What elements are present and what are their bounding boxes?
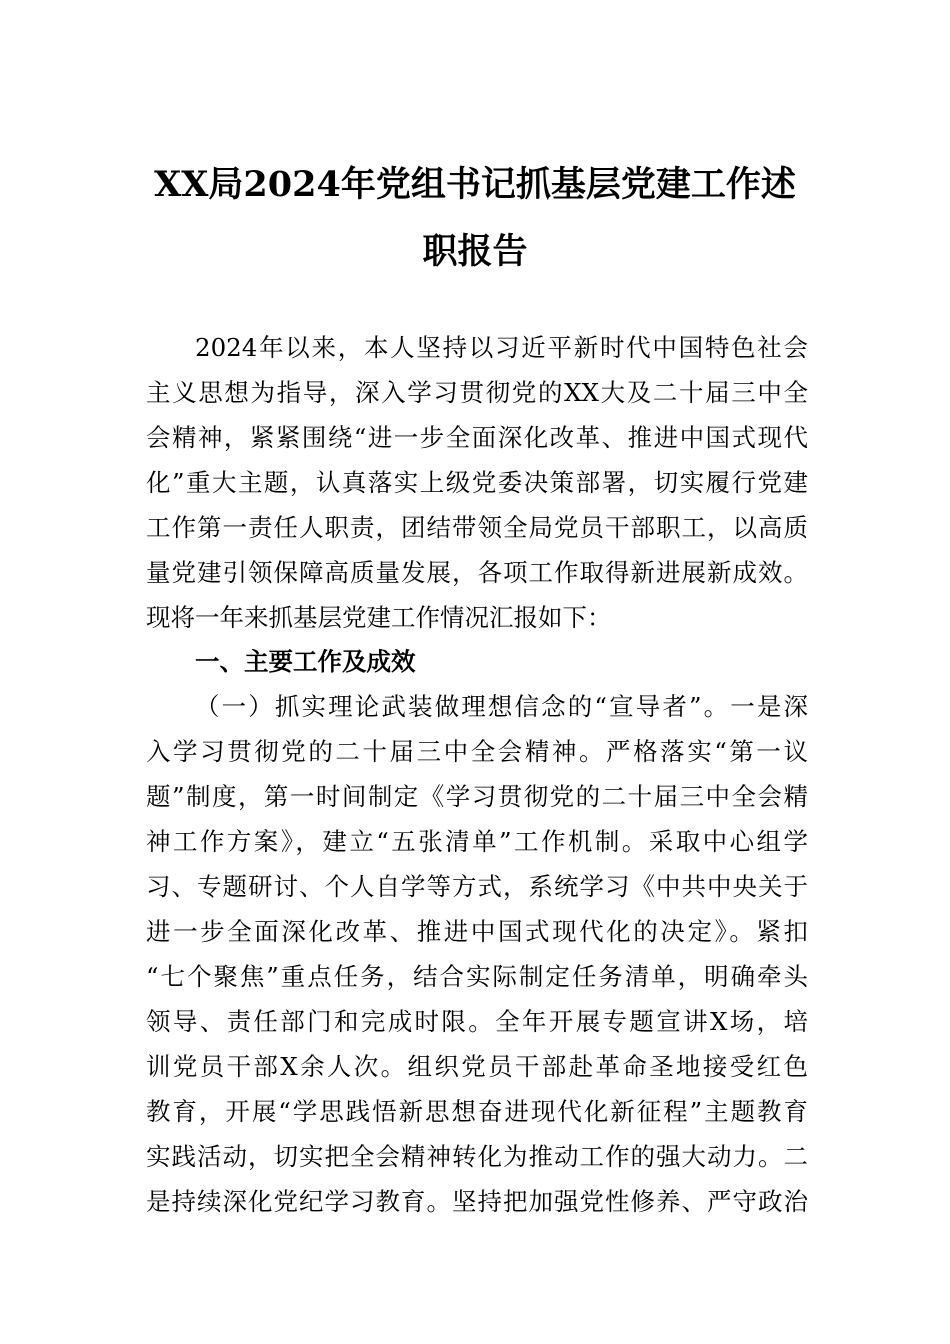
section-line: “七个聚焦”重点任务，结合实际制定任务清单，明确牵头: [146, 962, 808, 991]
document-title-line-2: 职报告: [422, 231, 528, 272]
section-line: 进一步全面深化改革、推进中国式现代化的决定》。紧扣: [146, 917, 808, 946]
section-line: 题”制度，第一时间制定《学习贯彻党的二十届三中全会精: [146, 782, 808, 811]
section-line: 教育，开展“学思践悟新思想奋进现代化新征程”主题教育: [146, 1097, 808, 1126]
intro-line: 现将一年来抓基层党建工作情况汇报如下：: [146, 603, 612, 632]
section-line: 训党员干部X余人次。组织党员干部赴革命圣地接受红色: [146, 1052, 808, 1081]
section-line: 神工作方案》，建立“五张清单”工作机制。采取中心组学: [146, 827, 808, 856]
intro-line: 2024年以来，本人坚持以习近平新时代中国特色社会: [195, 333, 808, 362]
section-line: 入学习贯彻党的二十届三中全会精神。严格落实“第一议: [146, 737, 808, 766]
intro-line: 量党建引领保障高质量发展，各项工作取得新进展新成效。: [146, 558, 808, 587]
intro-line: 主义思想为指导，深入学习贯彻党的XX大及二十届三中全: [146, 378, 808, 407]
section-line: 实践活动，切实把全会精神转化为推动工作的强大动力。二: [146, 1142, 808, 1171]
intro-line: 会精神，紧紧围绕“进一步全面深化改革、推进中国式现代: [146, 423, 808, 452]
section-line: （一）抓实理论武装做理想信念的“宣导者”。一是深: [195, 692, 808, 721]
document-title-line-1: XX局2024年党组书记抓基层党建工作述: [154, 164, 796, 205]
intro-line: 工作第一责任人职责，团结带领全局党员干部职工，以高质: [146, 513, 808, 542]
section-line: 领导、责任部门和完成时限。全年开展专题宣讲X场，培: [146, 1007, 808, 1036]
section-line: 是持续深化党纪学习教育。坚持把加强党性修养、严守政治: [146, 1187, 808, 1216]
section-line: 习、专题研讨、个人自学等方式，系统学习《中共中央关于: [146, 872, 808, 901]
section-heading: 一、主要工作及成效: [195, 647, 416, 676]
intro-line: 化”重大主题，认真落实上级党委决策部署，切实履行党建: [146, 468, 808, 497]
